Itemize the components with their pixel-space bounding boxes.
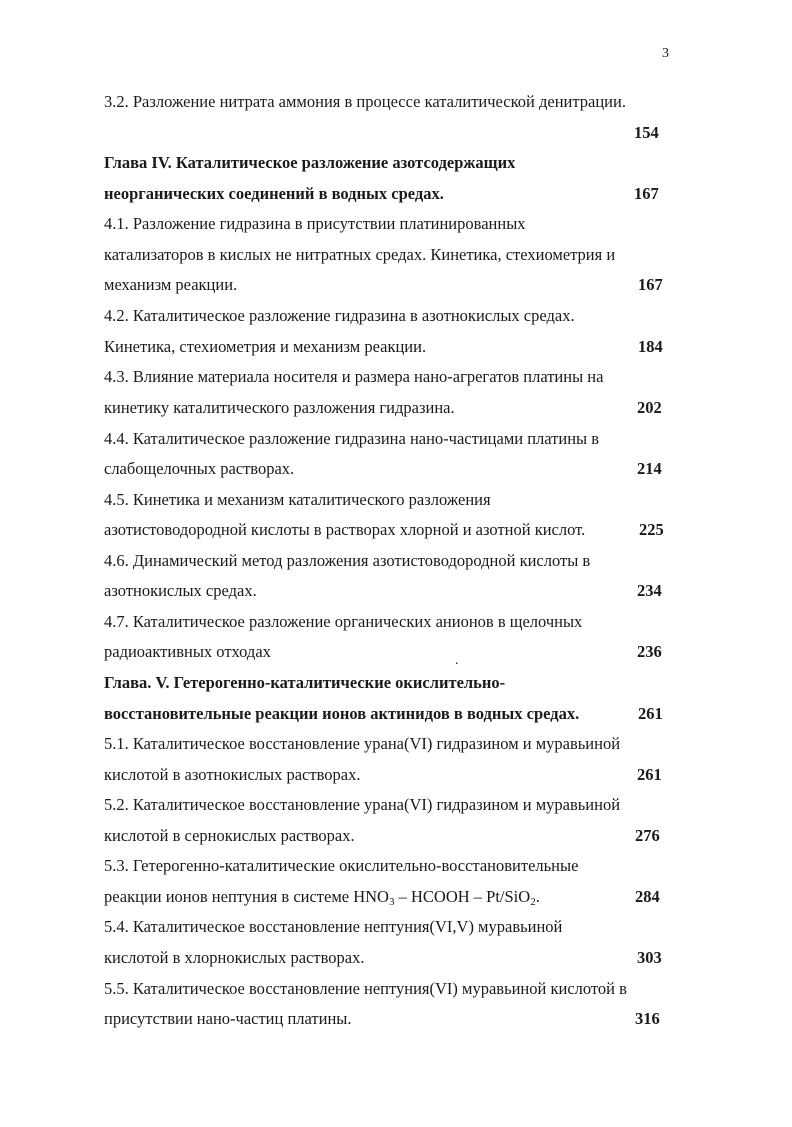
- entry-text: кислотой в азотнокислых растворах.: [104, 765, 361, 784]
- page-ref: 284: [635, 887, 660, 906]
- entry-text: азотнокислых средах.: [104, 581, 257, 600]
- page-ref: 234: [637, 581, 662, 600]
- entry-text: 5.5. Каталитическое восстановление нептуния(VI) муравьиной кислотой в: [104, 979, 627, 998]
- entry-text: присутствии нано-частиц платины.: [104, 1009, 352, 1028]
- formula-suffix: .: [535, 887, 540, 906]
- entry-text: азотистоводородной кислоты в растворах хлорной и азотной кислот.: [104, 520, 586, 539]
- formula-subscript: 2: [530, 896, 536, 908]
- entry-text: слабощелочных растворах.: [104, 459, 295, 478]
- page-ref: 236: [637, 642, 662, 661]
- page-ref: 167: [638, 275, 663, 294]
- page-ref: 225: [639, 520, 664, 539]
- entry-text: 5.3. Гетерогенно-каталитические окислительно-восстановительные: [104, 856, 579, 875]
- entry-text: механизм реакции.: [104, 275, 238, 294]
- entry-text: катализаторов в кислых не нитратных средах. Кинетика, стехиометрия и: [104, 245, 616, 264]
- formula-middle: – HCOOH – Pt/SiO: [394, 887, 531, 906]
- page-ref: 276: [635, 826, 660, 845]
- formula-subscript: 3: [388, 896, 395, 908]
- entry-text: кислотой в хлорнокислых растворах.: [104, 948, 365, 967]
- entry-text: восстановительные реакции ионов актинидов в водных средах.: [104, 704, 580, 723]
- formula-entry-text: [104, 887, 540, 907]
- page-ref: 202: [637, 398, 662, 417]
- entry-text: 4.4. Каталитическое разложение гидразина нано-частицами платины в: [104, 429, 600, 448]
- entry-text: неорганических соединений в водных средах.: [104, 184, 444, 203]
- entry-text: Глава IV. Каталитическое разложение азотсодержащих: [104, 153, 516, 172]
- entry-text: кинетику каталитического разложения гидразина.: [104, 398, 455, 417]
- entry-text: 5.4. Каталитическое восстановление нептуния(VI,V) муравьиной: [104, 917, 563, 936]
- page-ref: 184: [638, 337, 663, 356]
- entry-text: 5.2. Каталитическое восстановление урана(VI) гидразином и муравьиной: [104, 795, 621, 814]
- entry-text: 4.5. Кинетика и механизм каталитического разложения: [104, 490, 491, 509]
- page-number: 3: [662, 46, 669, 61]
- entry-text: кислотой в сернокислых растворах.: [104, 826, 355, 845]
- entry-text: 4.3. Влияние материала носителя и размера нано-агрегатов платины на: [104, 367, 604, 386]
- entry-text: Глава. V. Гетерогенно-каталитические окислительно-: [104, 673, 506, 692]
- entry-text: радиоактивных отходах: [104, 642, 271, 661]
- page-ref: 214: [637, 459, 662, 478]
- formula-prefix: реакции ионов нептуния в системе HNO: [104, 887, 389, 906]
- page-ref: 261: [638, 704, 663, 723]
- entry-text: 4.1. Разложение гидразина в присутствии платинированных: [104, 214, 526, 233]
- page-ref: 316: [635, 1009, 660, 1028]
- page-ref: 167: [634, 184, 659, 203]
- page-ref: 261: [637, 765, 662, 784]
- entry-text: Кинетика, стехиометрия и механизм реакции.: [104, 337, 427, 356]
- entry-text: 4.2. Каталитическое разложение гидразина в азотнокислых средах.: [104, 306, 575, 325]
- entry-text: 4.6. Динамический метод разложения азотистоводородной кислоты в: [104, 551, 591, 570]
- entry-text: 4.7. Каталитическое разложение органических анионов в щелочных: [104, 612, 583, 631]
- page-ref: 303: [637, 948, 662, 967]
- stray-dot-mark: .: [455, 653, 459, 668]
- entry-text: 3.2. Разложение нитрата аммония в процессе каталитической денитрации.: [104, 92, 626, 111]
- page-ref: 154: [634, 123, 659, 142]
- entry-text: 5.1. Каталитическое восстановление урана(VI) гидразином и муравьиной: [104, 734, 621, 753]
